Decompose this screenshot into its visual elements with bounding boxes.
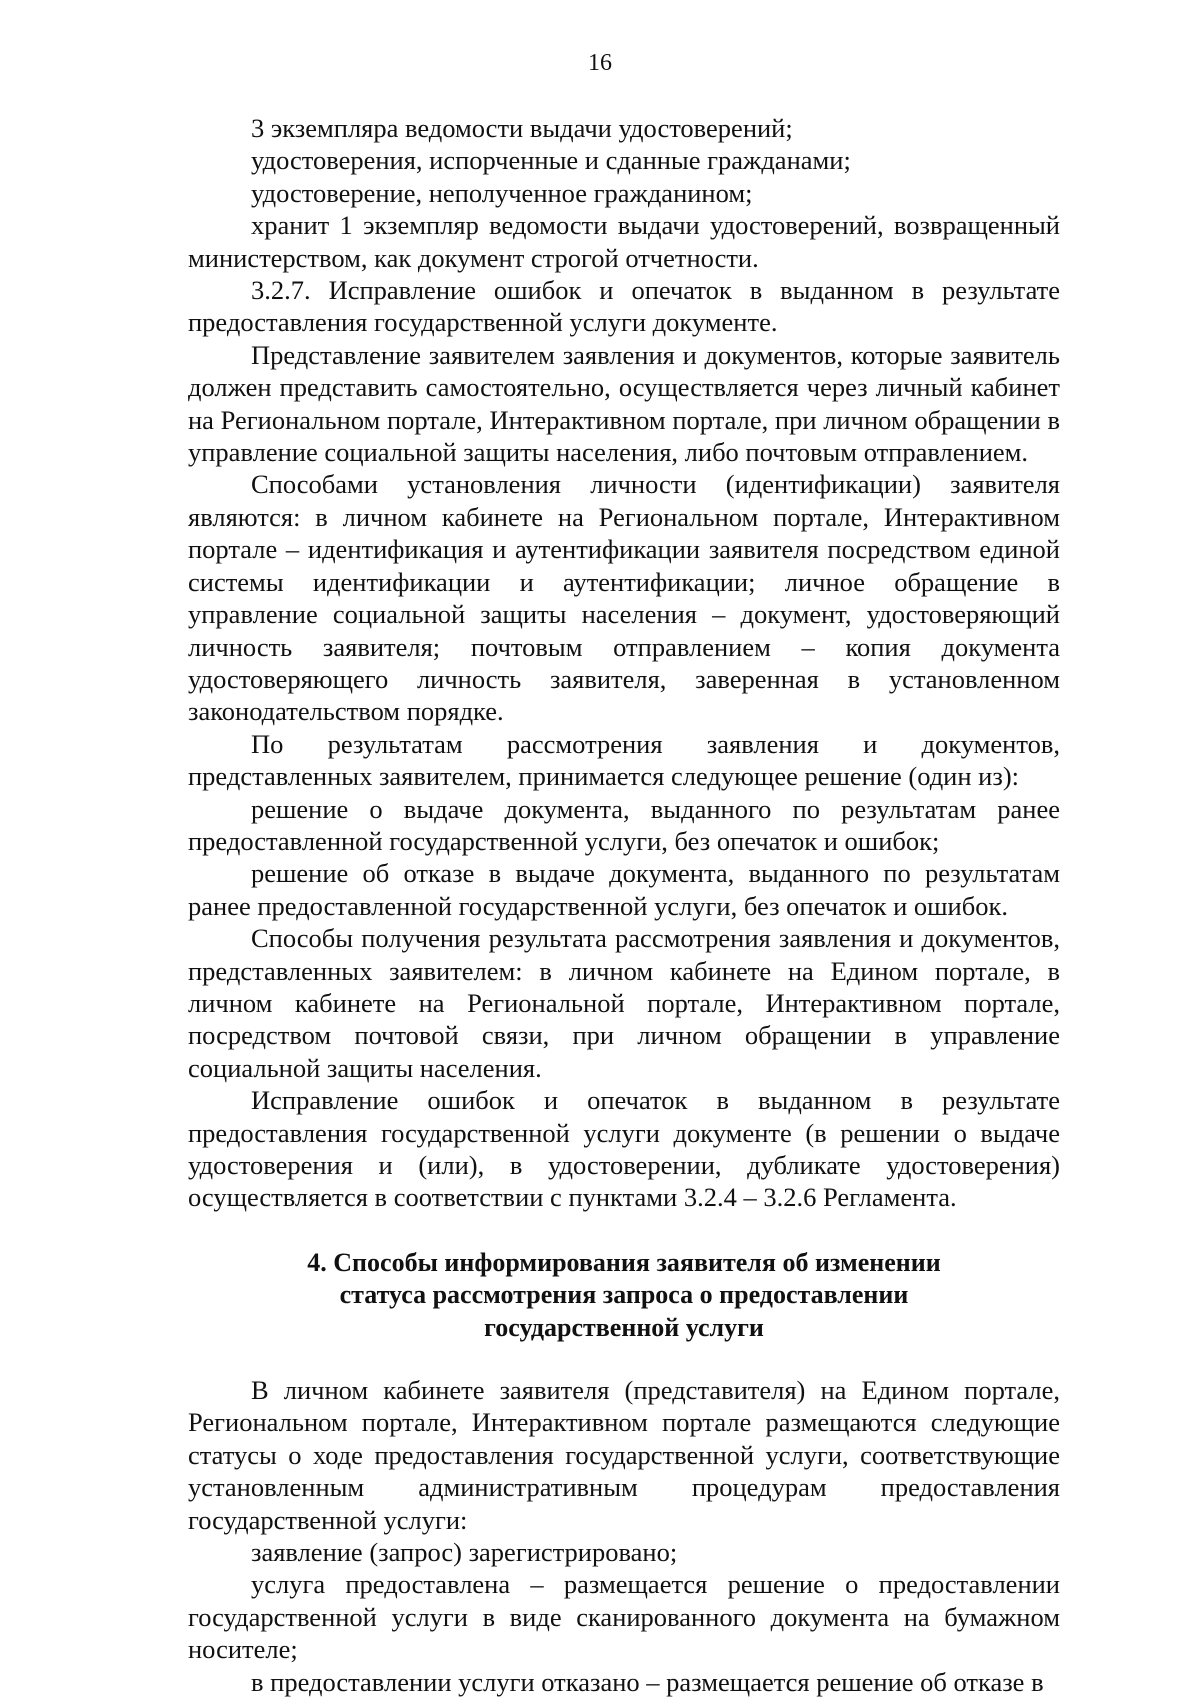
paragraph: хранит 1 экземпляр ведомости выдачи удостоверений, возвращенный министерством, как документ строгой отчетности. [188,210,1060,273]
paragraph: удостоверения, испорченные и сданные гражданами; [251,145,851,176]
document-body [188,112,1060,1698]
section-heading-line: государственной услуги [484,1312,764,1342]
paragraph: решение об отказе в выдаче документа, выданного по результатам ранее предоставленной государственной услуги, без опечаток и ошибок. [188,858,1060,921]
section-heading-line: статуса рассмотрения запроса о предоставлении [339,1280,909,1310]
paragraph: По результатам рассмотрения заявления и документов, представленных заявителем, принимается следующее решение (один из): [188,728,1060,792]
section-heading [188,1247,1060,1344]
paragraph: в предоставлении услуги отказано – размещается решение об отказе в [251,1666,1044,1697]
paragraph: Исправление ошибок и опечаток в выданном в результате предоставления государственной услуги документе (в решении о выдаче удостоверения и (или), в удостоверении, дубликате удостоверения) осуществляется в соответствии с пунктами 3.2.4 – 3.2.6 Регламента. [188,1085,1060,1213]
paragraph: Способы получения результата рассмотрения заявления и документов, представленных заявителем: в личном кабинете на Едином портале, в личном кабинете на Региональной портале, Интерактивном портале, посредством почтовой связи, при личном обращении в управление социальной защиты населения. [188,923,1060,1083]
paragraph: Представление заявителем заявления и документов, которые заявитель должен представить самостоятельно, осуществляется через личный кабинет на Региональном портале, Интерактивном портале, при личном обращении в управление социальной защиты населения, либо почтовым отправлением. [188,339,1060,468]
paragraph: Способами установления личности (идентификации) заявителя являются: в личном кабинете на Региональном портале, Интерактивном портале – идентификация и аутентификации заявителя посредством единой системы идентификации и аутентификации; личное обращение в управление социальной защиты населения – документ, удостоверяющий личность заявителя; почтовым отправлением – копия документа удостоверяющего личность заявителя, заверенная в установленном законодательством порядке. [188,469,1060,727]
paragraph: 3.2.7. Исправление ошибок и опечаток в выданном в результате предоставления государственной услуги документе. [188,275,1060,338]
paragraph: удостоверение, неполученное гражданином; [251,177,753,208]
paragraph: заявление (запрос) зарегистрировано; [251,1537,678,1568]
paragraph: В личном кабинете заявителя (представителя) на Едином портале, Региональном портале, Интерактивном портале размещаются следующие статусы о ходе предоставления государственной услуги, соответствующие установленным административным процедурам предоставления государственной услуги: [188,1375,1060,1535]
section-heading-line: 4. Способы информирования заявителя об изменении [307,1247,941,1277]
paragraph: услуга предоставлена – размещается решение о предоставлении государственной услуги в виде сканированного документа на бумажном носителе; [188,1569,1060,1665]
paragraph: решение о выдаче документа, выданного по результатам ранее предоставленной государственной услуги, без опечаток и ошибок; [188,793,1060,856]
page-number: 16 [588,50,612,76]
paragraph: 3 экземпляра ведомости выдачи удостоверений; [251,113,793,143]
